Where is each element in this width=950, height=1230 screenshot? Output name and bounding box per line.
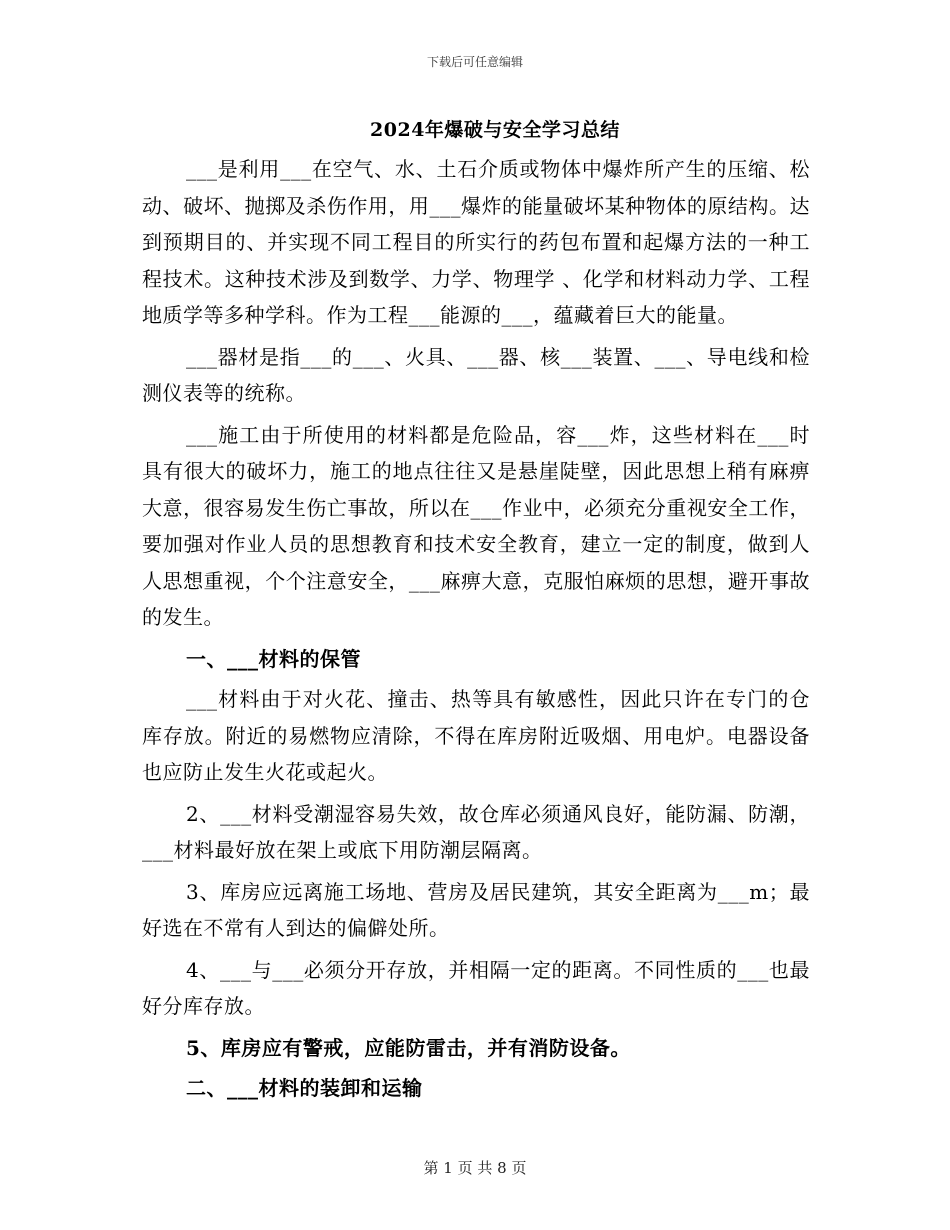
page-number: 第 1 页 共 8 页	[423, 1159, 527, 1177]
paragraph-storage-2: 2、___材料受潮湿容易失效，故仓库必须通风良好，能防漏、防潮，___材料最好放在架上或底下用防潮层隔离。	[142, 801, 810, 862]
paragraph-safety-importance: ___施工由于所使用的材料都是危险品，容___炸，这些材料在___时具有很大的破坏力，施工的地点往往又是悬崖陡壁，因此思想上稍有麻痹大意，很容易发生伤亡事故，所以在___作业中，必须充分重视安全工作，要加强对作业人员的思想教育和技术安全教育，建立一定的制度，做到人人思想重视，个个注意安全，___麻痹大意，克服怕麻烦的思想，避开事故的发生。	[142, 422, 810, 629]
document-body	[142, 151, 810, 1111]
section-heading-storage: 一、___材料的保管	[186, 646, 361, 671]
section-heading-transport: 二、___材料的装卸和运输	[186, 1076, 423, 1100]
paragraph-storage-5: 5、库房应有警戒，应能防雷击，并有消防设备。	[186, 1035, 631, 1060]
paragraph-storage-1: ___材料由于对火花、撞击、热等具有敏感性，因此只许在专门的仓库存放。附近的易燃物应清除，不得在库房附近吸烟、用电炉。电器设备也应防止发生火花或起火。	[142, 687, 810, 784]
document-title: 2024年爆破与安全学习总结	[370, 119, 620, 141]
paragraph-storage-3: 3、库房应远离施工场地、营房及居民建筑，其安全距离为___m；最好选在不常有人到达的偏僻处所。	[142, 879, 810, 940]
paragraph-storage-4: 4、___与___必须分开存放，并相隔一定的距离。不同性质的___也最好分库存放。	[142, 957, 810, 1018]
paragraph-intro: ___是利用___在空气、水、土石介质或物体中爆炸所产生的压缩、松动、破坏、抛掷及杀伤作用，用___爆炸的能量破坏某种物体的原结构。达到预期目的、并实现不同工程目的所实行的药包布置和起爆方法的一种工程技术。这种技术涉及到数学、力学、物理学 、化学和材料动力学、工程地质学等多种学科。作为工程___能源的___，蕴藏着巨大的能量。	[142, 157, 810, 327]
paragraph-equipment-definition: ___器材是指___的___、火具、___器、核___装置、___、导电线和检测仪表等的统称。	[142, 344, 810, 405]
header-note: 下载后可任意编辑	[426, 55, 523, 69]
